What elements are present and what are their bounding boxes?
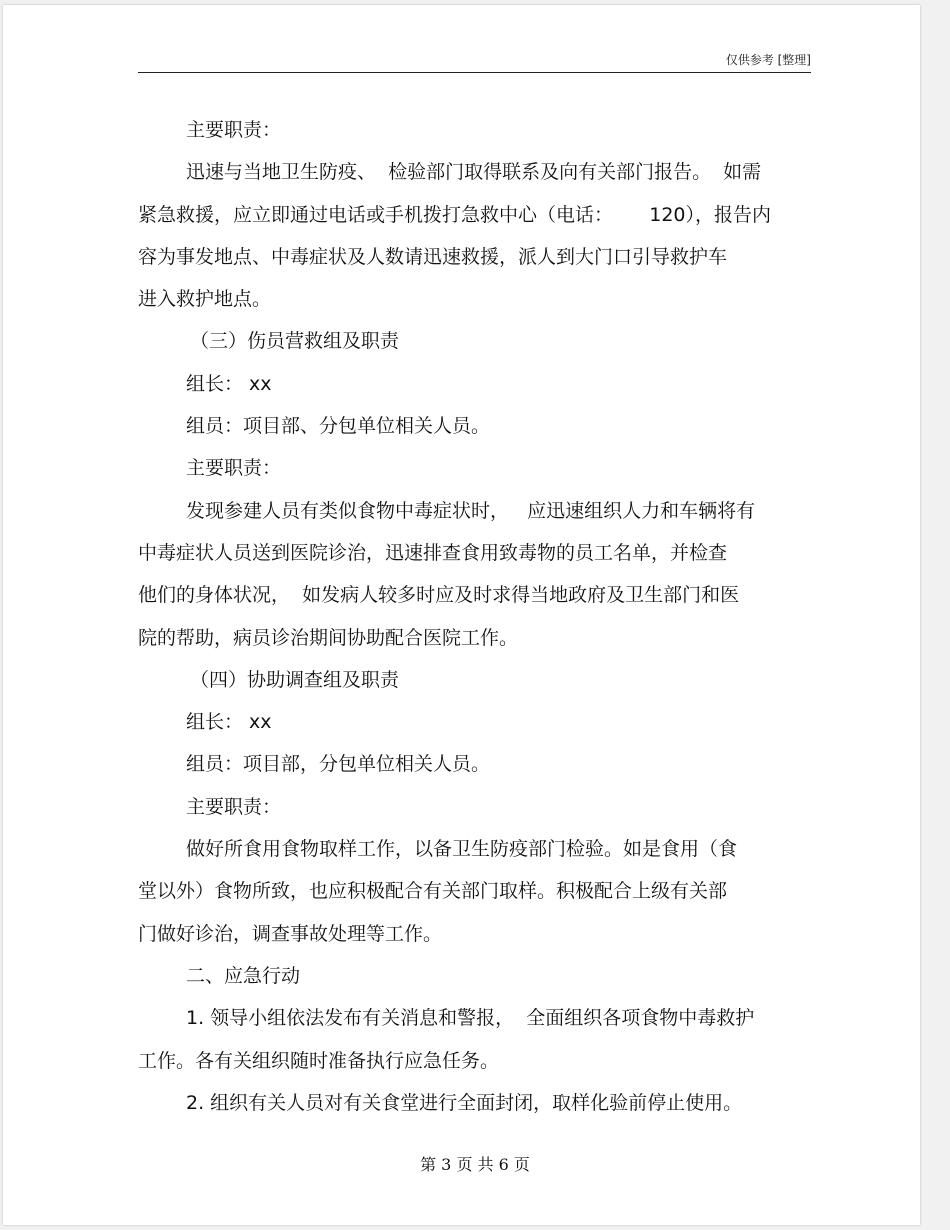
paragraph-line: 中毒症状人员送到医院诊治，迅速排查食用致毒物的员工名单，并检查 [138,541,728,564]
paragraph-line: 进入救护地点。 [138,288,272,311]
paragraph-line: 迅速与当地卫生防疫、 检验部门取得联系及向有关部门报告。 如需 [186,161,762,184]
section-heading: （三）伤员营救组及职责 [190,330,400,353]
paragraph-line: 紧急救援，应立即通过电话或手机拨打急救中心（电话： 120），报告内 [138,203,772,226]
page-footer [0,1152,950,1175]
document-body [138,109,818,1124]
paragraph-line: 堂以外）食物所致，也应积极配合有关部门取样。积极配合上级有关部 [138,880,728,903]
paragraph-line: 组员：项目部、分包单位相关人员。 [186,415,491,438]
paragraph-line: 容为事发地点、中毒症状及人数请迅速救援，派人到大门口引导救护车 [138,245,728,268]
paragraph-line: 主要职责： [186,795,282,818]
paragraph-line: 工作。各有关组织随时准备执行应急任务。 [138,1049,500,1072]
paragraph-line: 组员：项目部，分包单位相关人员。 [186,753,491,776]
paragraph-line: 院的帮助，病员诊治期间协助配合医院工作。 [138,626,519,649]
section-heading: 二、应急行动 [186,964,301,987]
paragraph-line: 主要职责： [186,457,282,480]
page-header [138,50,811,73]
paragraph-line: 发现参建人员有类似食物中毒症状时， 应迅速组织人力和车辆将有 [186,499,756,522]
paragraph-line: 组长： xx [186,711,272,734]
paragraph-line: 组长： xx [186,372,272,395]
paragraph-line: 2. 组织有关人员对有关食堂进行全面封闭，取样化验前停止使用。 [186,1091,743,1114]
section-heading: （四）协助调查组及职责 [190,668,400,691]
paragraph-line: 1. 领导小组依法发布有关消息和警报， 全面组织各项食物中毒救护 [186,1007,755,1030]
paragraph-line: 做好所食用食物取样工作，以备卫生防疫部门检验。如是食用（食 [186,838,738,861]
paragraph-line: 门做好诊治，调查事故处理等工作。 [138,922,443,945]
paragraph-line: 主要职责： [186,119,282,141]
page-number-text: 第 3 页 共 6 页 [420,1155,530,1174]
header-text: 仅供参考 [整理] [725,53,811,67]
paragraph-line: 他们的身体状况， 如发病人较多时应及时求得当地政府及卫生部门和医 [138,584,740,607]
